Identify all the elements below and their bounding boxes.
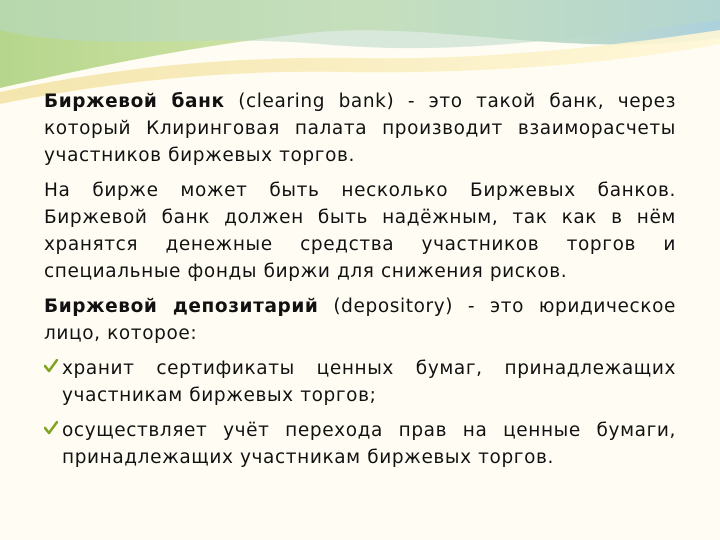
list-item-text: осуществляет учёт перехода прав на ценные бумаги, принадлежащих участникам биржевых торгов. [62, 420, 676, 468]
term-clearing-bank: Биржевой банк [44, 91, 225, 112]
definition-clearing-bank: (clearing bank) - это такой банк, через который Клиринговая палата производит взаиморасчеты участников биржевых торгов. [44, 91, 677, 166]
list-item [44, 417, 676, 471]
list-item-text: хранит сертификаты ценных бумаг, принадлежащих участникам биржевых торгов; [62, 358, 676, 406]
list-item [44, 355, 676, 409]
check-mark-icon [44, 359, 58, 373]
definition-depository: (depository) - это юридическое лицо, которое: [44, 296, 676, 344]
paragraph-exchange-banks [44, 177, 676, 285]
depository-functions-list [44, 355, 676, 471]
paragraph-depository [44, 293, 676, 347]
slide-content [44, 88, 676, 479]
text-exchange-banks: На бирже может быть несколько Биржевых банков. Биржевой банк должен быть надёжным, так как в нём хранятся денежные средства участников торгов и специальные фонды биржи для снижения рисков. [44, 180, 676, 282]
term-depository: Биржевой депозитарий [44, 296, 319, 317]
paragraph-clearing-bank [44, 88, 676, 169]
check-mark-icon [44, 421, 58, 435]
